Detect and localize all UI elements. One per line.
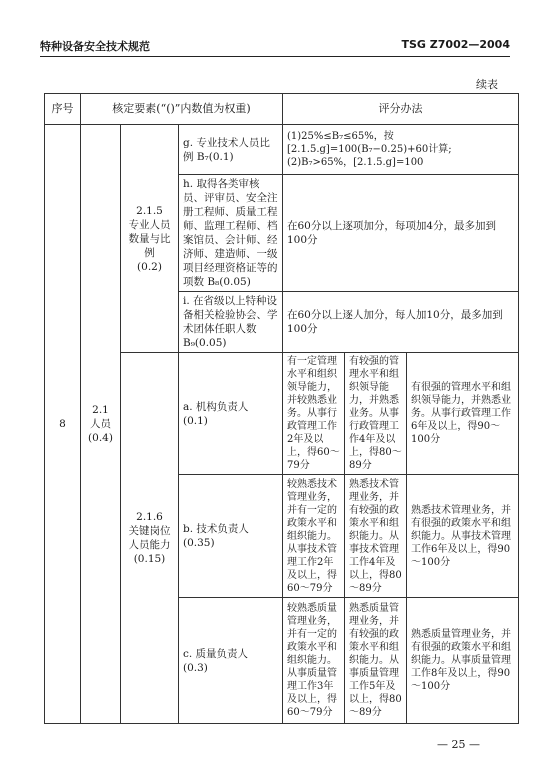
score-c-level3: 熟悉质量管理业务，并有很强的政策水平和组织能力。从事质量管理工作8年及以上，得90～100分 bbox=[407, 598, 519, 724]
continued-label: 续表 bbox=[476, 78, 498, 91]
score-c-level2: 熟悉质量管理业务，并有较强的政策水平和组织能力。从事质量管理工作5年及以上，得80～89分 bbox=[345, 598, 407, 724]
header-spec-code: TSG Z7002—2004 bbox=[401, 38, 510, 51]
score-a-level3: 有很强的管理水平和组织领导能力，并熟悉业务。从事行政管理工作6年及以上，得90～100分 bbox=[407, 353, 519, 475]
table-row bbox=[45, 125, 519, 175]
header-seq: 序号 bbox=[45, 94, 81, 125]
score-b-level1: 较熟悉技术管理业务，并有一定的政策水平和组织能力。从事技术管理工作2年及以上，得60～79分 bbox=[283, 475, 345, 598]
level1-cell: 2.1 人员 (0.4) bbox=[81, 125, 121, 724]
score-c-level1: 较熟悉质量管理业务，并有一定的政策水平和组织能力。从事质量管理工作3年及以上，得60～79分 bbox=[283, 598, 345, 724]
score-h: 在60分以上逐项加分，每项加4分，最多加到100分 bbox=[283, 175, 519, 292]
item-h: h. 取得各类审核员、评审员、安全注册工程师、质量工程师、监理工程师、档案馆员、会计师、经济师、建造师、一级项目经理资格证等的项数 B₈(0.05) bbox=[179, 175, 283, 292]
item-b: b. 技术负责人 (0.35) bbox=[179, 475, 283, 598]
score-a-level2: 有较强的管理水平和组织领导能力，并熟悉业务。从事行政管理工作4年及以上，得80～89分 bbox=[345, 353, 407, 475]
header-spec-title: 特种设备安全技术规范 bbox=[40, 40, 150, 53]
item-i: i. 在省级以上特种设备相关检验协会、学术团体任职人数 B₉(0.05) bbox=[179, 292, 283, 353]
header-element: 核定要素(“()”内数值为权重) bbox=[81, 94, 283, 125]
score-b-level3: 熟悉技术管理业务，并有很强的政策水平和组织能力。从事技术管理工作6年及以上，得90～100分 bbox=[407, 475, 519, 598]
header-rule bbox=[40, 56, 510, 57]
table-header-row bbox=[45, 94, 519, 125]
page-number: — 25 — bbox=[437, 738, 480, 751]
scoring-table bbox=[44, 93, 519, 724]
item-g: g. 专业技术人员比例 B₇(0.1) bbox=[179, 125, 283, 175]
group-215-cell: 2.1.5 专业人员数量与比例 (0.2) bbox=[121, 125, 179, 353]
item-a: a. 机构负责人 (0.1) bbox=[179, 353, 283, 475]
seq-cell: 8 bbox=[45, 125, 81, 724]
group-216-cell: 2.1.6 关键岗位人员能力 (0.15) bbox=[121, 353, 179, 724]
score-g: (1)25%≤B₇≤65%，按[2.1.5.g]=100(B₇−0.25)+60计算; (2)B₇>65%，[2.1.5.g]=100 bbox=[283, 125, 519, 175]
score-i: 在60分以上逐人加分，每人加10分，最多加到100分 bbox=[283, 292, 519, 353]
header-scoring: 评分办法 bbox=[283, 94, 519, 125]
score-b-level2: 熟悉技术管理业务，并有较强的政策水平和组织能力。从事技术管理工作4年及以上，得80～89分 bbox=[345, 475, 407, 598]
score-a-level1: 有一定管理水平和组织领导能力，并较熟悉业务。从事行政管理工作2年及以上，得60～79分 bbox=[283, 353, 345, 475]
item-c: c. 质量负责人 (0.3) bbox=[179, 598, 283, 724]
